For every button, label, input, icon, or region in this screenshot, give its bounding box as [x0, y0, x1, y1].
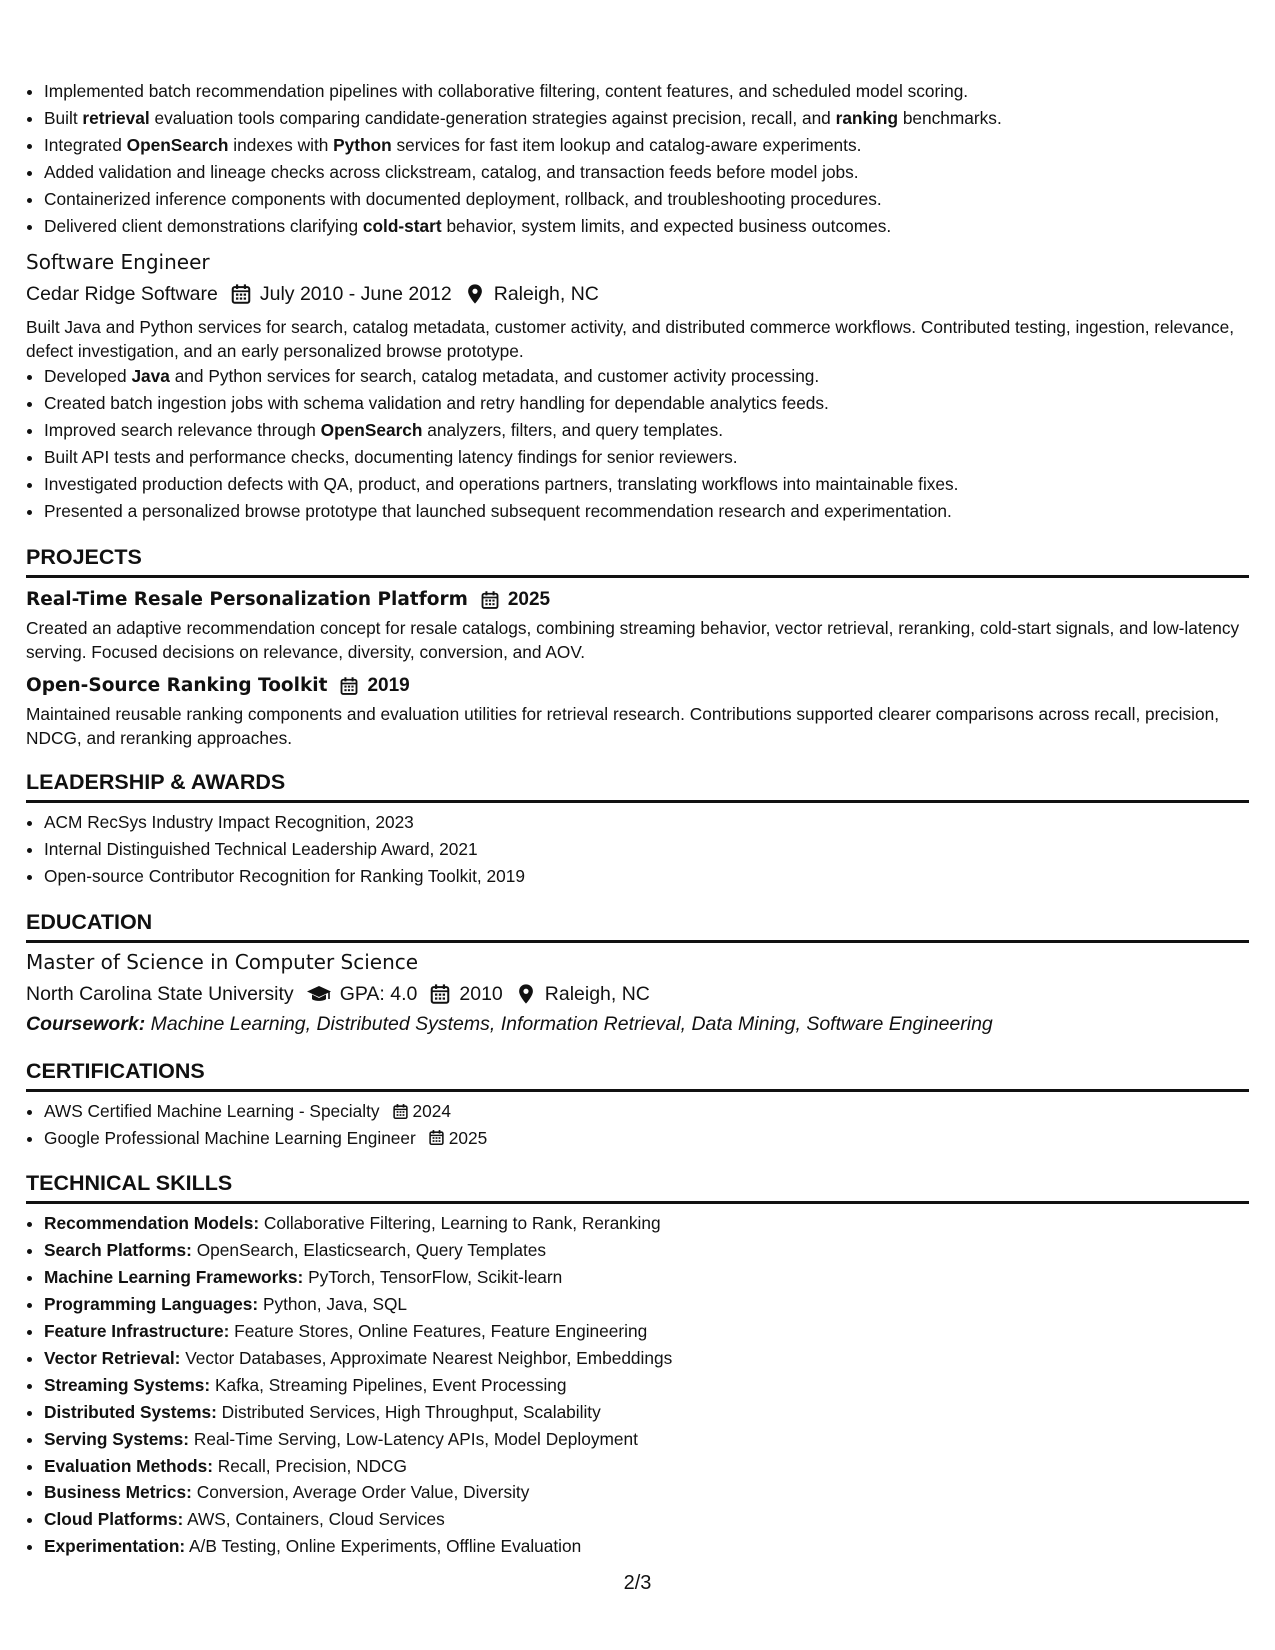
gpa: GPA: 4.0: [339, 982, 418, 1005]
calendar-icon: [339, 676, 359, 696]
project-entry: [26, 586, 1249, 664]
text-segment: Built API tests and performance checks, documenting latency findings for senior reviewers.: [44, 447, 738, 468]
text-segment: and Python services for search, catalog metadata, and customer activity processing.: [169, 366, 820, 387]
list-item: [44, 471, 1249, 498]
bold-keyword: OpenSearch: [126, 134, 229, 155]
skill-values: OpenSearch, Elasticsearch, Query Templates: [191, 1240, 547, 1261]
skill-category: Vector Retrieval:: [44, 1347, 181, 1368]
coursework-list: Machine Learning, Distributed Systems, Information Retrieval, Data Mining, Software Engineering: [150, 1012, 993, 1035]
text-segment: Investigated production defects with QA, product, and operations partners, translating workflows into maintainable fixes.: [44, 474, 959, 495]
experience-bullets-top: [26, 78, 1249, 239]
list-item: [44, 132, 1249, 159]
skill-values: Kafka, Streaming Pipelines, Event Processing: [210, 1374, 567, 1395]
skill-category: Experimentation:: [44, 1536, 186, 1557]
certification-item: [44, 1098, 1249, 1125]
bold-keyword: Java: [131, 366, 170, 387]
coursework-label: Coursework:: [26, 1012, 146, 1035]
list-item: [44, 213, 1249, 240]
list-item: [44, 186, 1249, 213]
school-name: North Carolina State University: [26, 982, 294, 1005]
skill-item: [44, 1291, 1249, 1318]
skill-item: [44, 1533, 1249, 1560]
project-year: 2025: [507, 588, 551, 610]
certifications-list: [26, 1098, 1249, 1152]
bold-keyword: cold-start: [362, 215, 442, 236]
skill-values: PyTorch, TensorFlow, Scikit-learn: [303, 1267, 563, 1288]
section-heading-skills: TECHNICAL SKILLS: [26, 1169, 1249, 1204]
project-header: [26, 672, 1249, 700]
skill-category: Feature Infrastructure:: [44, 1321, 230, 1342]
company-name: Cedar Ridge Software: [26, 283, 218, 306]
list-item: • ACM RecSys Industry Impact Recognition, 2023: [44, 809, 1249, 836]
text-segment: services for fast item lookup and catalog-aware experiments.: [391, 134, 862, 155]
skill-values: Recall, Precision, NDCG: [212, 1455, 407, 1476]
job-meta: [26, 279, 1249, 309]
calendar-icon: [480, 590, 500, 610]
skill-values: Distributed Services, High Throughput, Scalability: [216, 1401, 601, 1422]
skill-category: Search Platforms:: [44, 1240, 192, 1261]
project-description: Created an adaptive recommendation concept for resale catalogs, combining streaming behavior, vector retrieval, reranking, cold-start signals, and low-latency serving. Focused decisions on relevance, diversity, conversion, and AOV.: [26, 617, 1240, 662]
skill-category: Recommendation Models:: [44, 1213, 260, 1234]
certification-name: • Google Professional Machine Learning Engineer: [44, 1127, 416, 1148]
degree-title: Master of Science in Computer Science: [26, 949, 419, 974]
text-segment: Presented a personalized browse prototype that launched subsequent recommendation research and experimentation.: [44, 500, 952, 521]
job-location: Raleigh, NC: [493, 283, 599, 306]
skill-values: Real-Time Serving, Low-Latency APIs, Model Deployment: [189, 1428, 638, 1449]
project-name: Real-Time Resale Personalization Platform: [26, 588, 468, 610]
skill-item: [44, 1506, 1249, 1533]
graduation-year: 2010: [459, 982, 503, 1005]
graduation-cap-icon: [306, 983, 332, 1005]
skill-values: A/B Testing, Online Experiments, Offline Evaluation: [185, 1536, 582, 1557]
skill-item: [44, 1210, 1249, 1237]
skill-item: [44, 1264, 1249, 1291]
skill-values: Python, Java, SQL: [258, 1294, 408, 1315]
job-dates: July 2010 - June 2012: [259, 283, 452, 306]
text-segment: evaluation tools comparing candidate-generation strategies against precision, recall, and: [149, 107, 836, 128]
resume-page: [26, 78, 1249, 1560]
awards-list: [26, 809, 1249, 890]
page-number: 2/3: [623, 1572, 652, 1594]
text-segment: Developed: [44, 366, 132, 387]
text-segment: indexes with: [228, 134, 334, 155]
text-segment: analyzers, filters, and query templates.: [422, 420, 724, 441]
skill-category: Cloud Platforms:: [44, 1509, 184, 1530]
bold-keyword: retrieval: [82, 107, 150, 128]
text-segment: Containerized inference components with documented deployment, rollback, and troubleshooting procedures.: [44, 188, 882, 209]
coursework: [26, 1009, 1249, 1039]
skill-category: Serving Systems:: [44, 1428, 190, 1449]
list-item: • Open-source Contributor Recognition for Ranking Toolkit, 2019: [44, 863, 1249, 890]
bold-keyword: Python: [333, 134, 392, 155]
calendar-icon: [428, 1129, 445, 1146]
text-segment: Improved search relevance through: [44, 420, 321, 441]
skill-item: [44, 1237, 1249, 1264]
projects-list: [26, 586, 1249, 750]
section-heading-certifications: CERTIFICATIONS: [26, 1057, 1249, 1092]
skill-values: Vector Databases, Approximate Nearest Neighbor, Embeddings: [180, 1347, 673, 1368]
section-heading-education: EDUCATION: [26, 908, 1249, 943]
calendar-icon: [392, 1103, 409, 1120]
text-segment: Implemented batch recommendation pipelines with collaborative filtering, content features, and scheduled model scoring.: [44, 81, 969, 101]
skill-category: Streaming Systems:: [44, 1374, 211, 1395]
map-pin-icon: [515, 983, 537, 1005]
skill-values: AWS, Containers, Cloud Services: [183, 1509, 445, 1530]
job-bullets: [26, 363, 1249, 524]
project-header: [26, 586, 1249, 614]
list-item: [44, 78, 1249, 105]
school-location: Raleigh, NC: [544, 982, 650, 1005]
skill-category: Programming Languages:: [44, 1294, 259, 1315]
skill-category: Machine Learning Frameworks:: [44, 1267, 304, 1288]
skill-category: Business Metrics:: [44, 1482, 192, 1503]
skill-category: Evaluation Methods:: [44, 1455, 213, 1476]
list-item: [44, 498, 1249, 525]
bold-keyword: ranking: [835, 107, 899, 128]
skill-item: [44, 1318, 1249, 1345]
text-segment: Created batch ingestion jobs with schema validation and retry handling for dependable analytics feeds.: [44, 393, 829, 414]
calendar-icon: [429, 983, 451, 1005]
skill-values: Conversion, Average Order Value, Diversity: [191, 1482, 530, 1503]
job-title: Software Engineer: [26, 250, 210, 275]
list-item: [44, 105, 1249, 132]
bold-keyword: OpenSearch: [320, 420, 423, 441]
list-item: • Internal Distinguished Technical Leadership Award, 2021: [44, 836, 1249, 863]
education-meta: [26, 979, 1249, 1009]
section-heading-projects: PROJECTS: [26, 543, 1249, 578]
skill-values: Collaborative Filtering, Learning to Rank, Reranking: [259, 1213, 661, 1234]
skill-item: [44, 1479, 1249, 1506]
project-description: Maintained reusable ranking components and evaluation utilities for retrieval research. Contributions supported clearer comparisons across recall, precision, NDCG, and reranking approaches.: [26, 703, 1220, 748]
list-item: [44, 390, 1249, 417]
text-segment: Built: [44, 107, 83, 128]
text-segment: Added validation and lineage checks across clickstream, catalog, and transaction feeds before model jobs.: [44, 161, 859, 182]
skill-values: Feature Stores, Online Features, Feature Engineering: [229, 1321, 648, 1342]
text-segment: Delivered client demonstrations clarifying: [44, 215, 363, 236]
certification-year: 2024: [412, 1100, 451, 1121]
project-name: Open-Source Ranking Toolkit: [26, 674, 328, 696]
skill-item: [44, 1399, 1249, 1426]
certification-year: 2025: [448, 1127, 488, 1148]
section-heading-awards: LEADERSHIP & AWARDS: [26, 768, 1249, 803]
project-year: 2019: [367, 674, 410, 696]
skill-category: Distributed Systems:: [44, 1401, 217, 1422]
certification-item: [44, 1125, 1249, 1152]
job-summary: Built Java and Python services for search, catalog metadata, customer activity, and distributed commerce workflows. Contributed testing, ingestion, relevance, defect investigation, and an early personalized browse prototype.: [26, 317, 1235, 362]
skill-item: [44, 1372, 1249, 1399]
list-item: [44, 159, 1249, 186]
list-item: [44, 363, 1249, 390]
skill-item: [44, 1426, 1249, 1453]
skill-item: [44, 1345, 1249, 1372]
certification-name: • AWS Certified Machine Learning - Specialty: [44, 1100, 380, 1121]
map-pin-icon: [464, 283, 486, 305]
calendar-icon: [230, 283, 252, 305]
skill-item: [44, 1453, 1249, 1480]
text-segment: Integrated: [44, 134, 127, 155]
text-segment: benchmarks.: [898, 107, 1002, 128]
project-entry: [26, 672, 1249, 750]
skills-list: [26, 1210, 1249, 1560]
list-item: [44, 417, 1249, 444]
list-item: [44, 444, 1249, 471]
text-segment: behavior, system limits, and expected business outcomes.: [441, 215, 892, 236]
